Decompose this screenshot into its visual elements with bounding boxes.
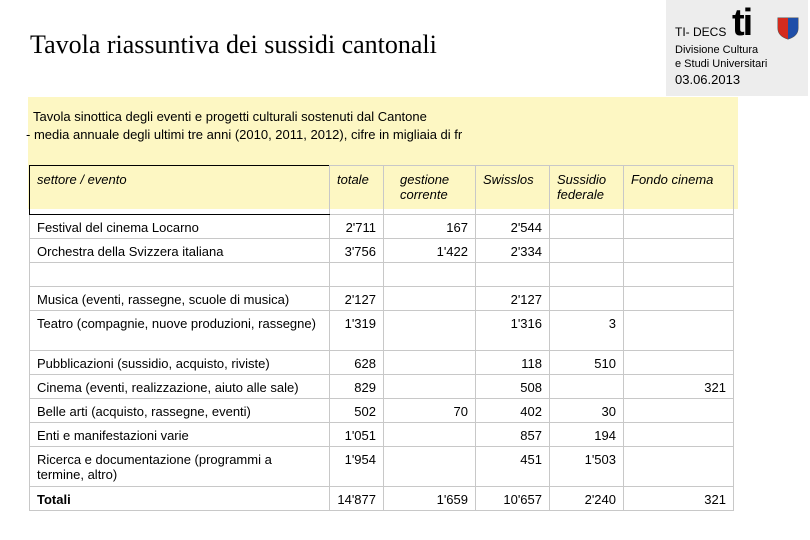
row-value: 194 [550, 423, 624, 447]
row-value [384, 447, 476, 487]
document-date: 03.06.2013 [675, 72, 741, 87]
table-row [30, 351, 734, 375]
table-row [30, 287, 734, 311]
row-value [384, 287, 476, 311]
canton-shield-icon [776, 16, 800, 40]
table-header-row [30, 166, 734, 215]
page-title: Tavola riassuntiva dei sussidi cantonali [30, 30, 437, 59]
col-header-settore: settore / evento [30, 166, 330, 215]
row-value: 2'544 [476, 215, 550, 239]
row-label: Enti e manifestazioni varie [30, 423, 330, 447]
logo-org: TI- DECS [675, 25, 727, 39]
logo-mark: ti [732, 2, 752, 44]
row-value [550, 239, 624, 263]
row-value: 30 [550, 399, 624, 423]
row-label: Musica (eventi, rassegne, scuole di musica) [30, 287, 330, 311]
table-row [30, 311, 734, 351]
row-value: 502 [330, 399, 384, 423]
row-value: 2'334 [476, 239, 550, 263]
col-header-sussidio: Sussidio federale [550, 166, 624, 215]
row-value [550, 375, 624, 399]
row-value [624, 351, 734, 375]
row-value: 2'240 [550, 487, 624, 511]
row-value [624, 239, 734, 263]
logo-division [675, 43, 767, 71]
row-value: 10'657 [476, 487, 550, 511]
row-value: 1'316 [476, 311, 550, 351]
row-value: 508 [476, 375, 550, 399]
table-row [30, 375, 734, 399]
row-value [624, 423, 734, 447]
row-value [550, 263, 624, 287]
row-value: 1'503 [550, 447, 624, 487]
row-value [624, 215, 734, 239]
row-value [624, 311, 734, 351]
row-value: 829 [330, 375, 384, 399]
table-row [30, 399, 734, 423]
row-value: 1'051 [330, 423, 384, 447]
row-value: 321 [624, 487, 734, 511]
logo-division-line1: Divisione Cultura [675, 44, 759, 56]
row-value [550, 287, 624, 311]
row-value: 1'659 [384, 487, 476, 511]
row-label: Belle arti (acquisto, rassegne, eventi) [30, 399, 330, 423]
row-value: 402 [476, 399, 550, 423]
row-value: 321 [624, 375, 734, 399]
row-label: Orchestra della Svizzera italiana [30, 239, 330, 263]
row-value [624, 287, 734, 311]
row-value [624, 447, 734, 487]
row-value: 3'756 [330, 239, 384, 263]
row-value: 3 [550, 311, 624, 351]
row-value [384, 423, 476, 447]
institution-logo [666, 0, 808, 96]
table-row [30, 263, 734, 287]
row-value: 2'127 [330, 287, 384, 311]
row-value: 1'422 [384, 239, 476, 263]
logo-division-line2: e Studi Universitari [675, 58, 768, 70]
col-header-gestione: gestione corrente [384, 166, 476, 215]
col-header-swisslos: Swisslos [476, 166, 550, 215]
subsidies-table [29, 165, 734, 511]
col-header-fondo: Fondo cinema [624, 166, 734, 215]
row-label: Cinema (eventi, realizzazione, aiuto alle sale) [30, 375, 330, 399]
row-label: Festival del cinema Locarno [30, 215, 330, 239]
row-label: Pubblicazioni (sussidio, acquisto, riviste) [30, 351, 330, 375]
row-value: 14'877 [330, 487, 384, 511]
row-value: 2'127 [476, 287, 550, 311]
row-value [624, 263, 734, 287]
row-value [384, 375, 476, 399]
row-label: Ricerca e documentazione (programmi a termine, altro) [30, 447, 330, 487]
row-value: 628 [330, 351, 384, 375]
table-subtitle-note: - media annuale degli ultimi tre anni (2010, 2011, 2012), cifre in migliaia di fr [26, 127, 463, 142]
row-value [384, 311, 476, 351]
row-label: Totali [30, 487, 330, 511]
row-value [476, 263, 550, 287]
row-value [550, 215, 624, 239]
row-value: 167 [384, 215, 476, 239]
table-row [30, 423, 734, 447]
row-value [384, 263, 476, 287]
row-label: Teatro (compagnie, nuove produzioni, rassegne) [30, 311, 330, 351]
col-header-totale: totale [330, 166, 384, 215]
table-row [30, 215, 734, 239]
row-value: 2'711 [330, 215, 384, 239]
row-value [624, 399, 734, 423]
row-value [384, 351, 476, 375]
row-value: 1'319 [330, 311, 384, 351]
row-value: 857 [476, 423, 550, 447]
row-value: 1'954 [330, 447, 384, 487]
row-value: 510 [550, 351, 624, 375]
row-value: 451 [476, 447, 550, 487]
table-subtitle: Tavola sinottica degli eventi e progetti culturali sostenuti dal Cantone [33, 109, 427, 124]
row-value: 118 [476, 351, 550, 375]
row-value: 70 [384, 399, 476, 423]
totals-row [30, 487, 734, 511]
table-row [30, 447, 734, 487]
row-value [330, 263, 384, 287]
row-label [30, 263, 330, 287]
table-row [30, 239, 734, 263]
